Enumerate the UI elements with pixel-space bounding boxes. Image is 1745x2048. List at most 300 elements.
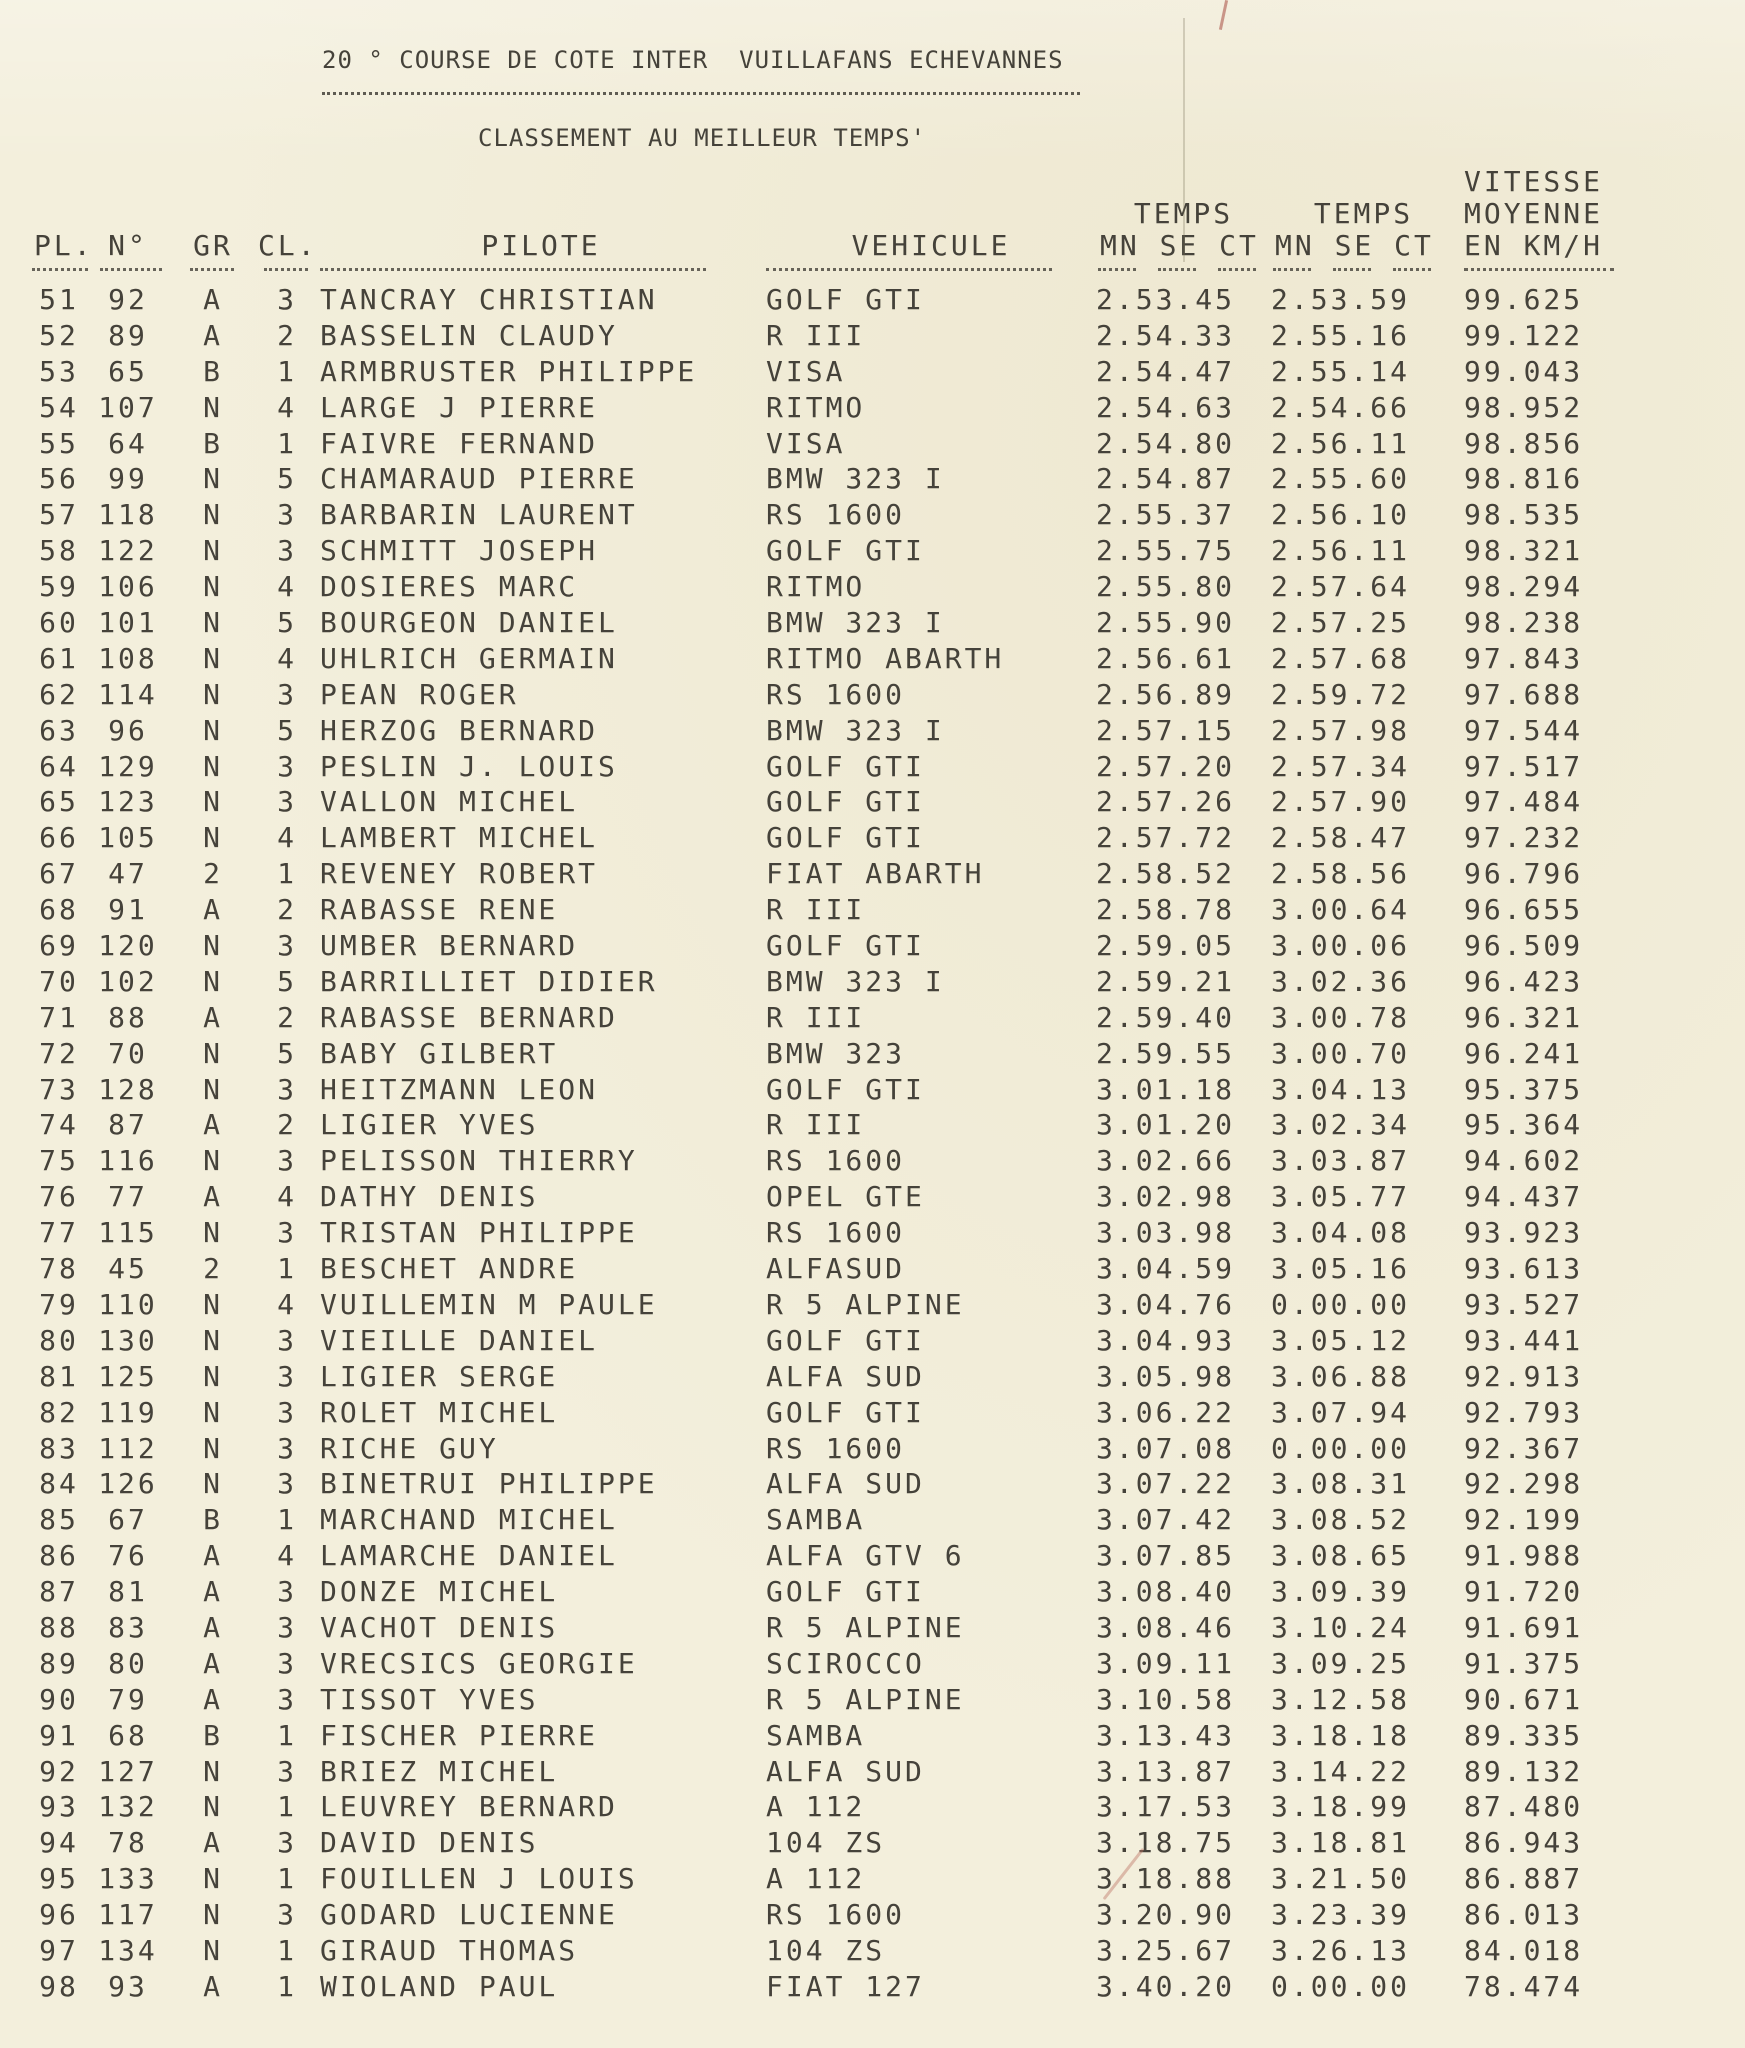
cell-pl: 72 — [39, 1036, 79, 1070]
cell-temps1: 3.09.11 — [1096, 1646, 1236, 1680]
cell-no: 123 — [98, 785, 158, 819]
header-vehicule — [766, 166, 1096, 262]
cell-pl: 87 — [39, 1575, 79, 1609]
cell-gr: A — [203, 1646, 223, 1680]
cell-cl: 3 — [277, 498, 297, 532]
cell-gr: N — [203, 1395, 223, 1429]
cell-temps2: 2.57.90 — [1271, 785, 1411, 819]
cell-vitesse: 99.043 — [1464, 354, 1584, 388]
header-gr — [168, 166, 258, 262]
cell-vehicule: RS 1600 — [766, 1216, 906, 1250]
cell-temps2: 3.14.22 — [1271, 1754, 1411, 1788]
cell-gr: N — [203, 1431, 223, 1465]
table-row — [30, 1754, 1696, 1790]
cell-pilote: FISCHER PIERRE — [320, 1718, 599, 1752]
cell-pilote: LIGIER SERGE — [320, 1359, 559, 1393]
table-row — [30, 1179, 1696, 1215]
cell-cl: 5 — [277, 1036, 297, 1070]
table-row — [30, 1000, 1696, 1036]
cell-pilote: VACHOT DENIS — [320, 1610, 559, 1644]
cell-cl: 1 — [277, 857, 297, 891]
cell-gr: A — [203, 318, 223, 352]
cell-vehicule: SAMBA — [766, 1503, 866, 1537]
cell-temps1: 3.02.98 — [1096, 1180, 1236, 1214]
cell-pl: 57 — [39, 498, 79, 532]
cell-temps1: 3.04.59 — [1096, 1252, 1236, 1286]
cell-pl: 71 — [39, 1000, 79, 1034]
cell-gr: 2 — [203, 1252, 223, 1286]
table-row — [30, 1574, 1696, 1610]
cell-no: 117 — [98, 1898, 158, 1932]
cell-cl: 1 — [277, 1718, 297, 1752]
cell-temps1: 2.57.26 — [1096, 785, 1236, 819]
cell-pl: 67 — [39, 857, 79, 891]
cell-no: 108 — [98, 641, 158, 675]
cell-pilote: VRECSICS GEORGIE — [320, 1646, 638, 1680]
cell-pilote: BARRILLIET DIDIER — [320, 964, 658, 998]
cell-cl: 3 — [277, 1359, 297, 1393]
cell-cl: 4 — [277, 390, 297, 424]
cell-temps2: 3.09.25 — [1271, 1646, 1411, 1680]
cell-pl: 75 — [39, 1144, 79, 1178]
cell-pl: 86 — [39, 1539, 79, 1573]
cell-cl: 4 — [277, 570, 297, 604]
cell-no: 102 — [98, 964, 158, 998]
cell-gr: N — [203, 641, 223, 675]
cell-pl: 66 — [39, 821, 79, 855]
cell-temps2: 3.08.65 — [1271, 1539, 1411, 1573]
table-header — [30, 166, 1696, 262]
cell-pl: 58 — [39, 534, 79, 568]
cell-temps2: 2.55.14 — [1271, 354, 1411, 388]
cell-gr: N — [203, 964, 223, 998]
cell-temps1: 2.53.45 — [1096, 283, 1236, 316]
cell-temps1: 3.40.20 — [1096, 1969, 1236, 2003]
cell-pilote: FOUILLEN J LOUIS — [320, 1862, 638, 1896]
header-temps1-sub: MN SE CT — [1100, 229, 1259, 262]
cell-pl: 85 — [39, 1503, 79, 1537]
cell-gr: N — [203, 462, 223, 496]
cell-vitesse: 97.484 — [1464, 785, 1584, 819]
cell-pilote: REVENEY ROBERT — [320, 857, 599, 891]
cell-vehicule: ALFA SUD — [766, 1754, 925, 1788]
table-row — [30, 1646, 1696, 1682]
cell-gr: N — [203, 1216, 223, 1250]
cell-temps2: 2.54.66 — [1271, 390, 1411, 424]
cell-gr: N — [203, 498, 223, 532]
cell-pl: 64 — [39, 749, 79, 783]
table-row — [30, 1359, 1696, 1395]
cell-no: 79 — [108, 1682, 148, 1716]
cell-vehicule: GOLF GTI — [766, 1575, 925, 1609]
cell-temps1: 3.20.90 — [1096, 1898, 1236, 1932]
cell-vehicule: RITMO — [766, 390, 866, 424]
cell-cl: 3 — [277, 1646, 297, 1680]
cell-pl: 76 — [39, 1180, 79, 1214]
cell-vitesse: 87.480 — [1464, 1790, 1584, 1824]
cell-no: 107 — [98, 390, 158, 424]
cell-pilote: UHLRICH GERMAIN — [320, 641, 618, 675]
table-row — [30, 749, 1696, 785]
page-title: 20 ° COURSE DE COTE INTER VUILLAFANS ECHEVANNES — [322, 46, 1064, 74]
cell-vitesse: 96.321 — [1464, 1000, 1584, 1034]
cell-no: 116 — [98, 1144, 158, 1178]
cell-gr: A — [203, 1180, 223, 1214]
cell-vehicule: BMW 323 — [766, 1036, 906, 1070]
cell-vitesse: 91.720 — [1464, 1575, 1584, 1609]
cell-pl: 60 — [39, 606, 79, 640]
cell-cl: 3 — [277, 1467, 297, 1501]
cell-gr: N — [203, 677, 223, 711]
cell-gr: A — [203, 1610, 223, 1644]
cell-pl: 61 — [39, 641, 79, 675]
cell-gr: N — [203, 606, 223, 640]
cell-gr: N — [203, 534, 223, 568]
cell-pl: 68 — [39, 893, 79, 927]
cell-temps2: 3.08.31 — [1271, 1467, 1411, 1501]
cell-vehicule: 104 ZS — [766, 1826, 886, 1860]
cell-vitesse: 92.913 — [1464, 1359, 1584, 1393]
cell-vitesse: 90.671 — [1464, 1682, 1584, 1716]
cell-gr: B — [203, 354, 223, 388]
cell-pilote: TISSOT YVES — [320, 1682, 539, 1716]
cell-no: 130 — [98, 1323, 158, 1357]
cell-temps2: 3.10.24 — [1271, 1610, 1411, 1644]
cell-temps1: 3.18.75 — [1096, 1826, 1236, 1860]
cell-temps1: 3.01.18 — [1096, 1072, 1236, 1106]
cell-pilote: TANCRAY CHRISTIAN — [320, 283, 658, 316]
cell-vitesse: 89.132 — [1464, 1754, 1584, 1788]
cell-vitesse: 94.437 — [1464, 1180, 1584, 1214]
cell-temps1: 2.57.72 — [1096, 821, 1236, 855]
table-row — [30, 426, 1696, 462]
cell-temps1: 3.18.88 — [1096, 1862, 1236, 1896]
table-row — [30, 784, 1696, 820]
cell-cl: 3 — [277, 1898, 297, 1932]
cell-pilote: ARMBRUSTER PHILIPPE — [320, 354, 698, 388]
cell-vitesse: 97.843 — [1464, 641, 1584, 675]
cell-gr: N — [203, 1287, 223, 1321]
table-row — [30, 1502, 1696, 1538]
header-no — [88, 166, 168, 262]
cell-pl: 81 — [39, 1359, 79, 1393]
cell-vehicule: A 112 — [766, 1862, 866, 1896]
cell-no: 128 — [98, 1072, 158, 1106]
cell-pl: 65 — [39, 785, 79, 819]
cell-cl: 1 — [277, 1933, 297, 1967]
cell-temps1: 2.54.47 — [1096, 354, 1236, 388]
cell-vitesse: 96.655 — [1464, 893, 1584, 927]
cell-vitesse: 98.535 — [1464, 498, 1584, 532]
cell-gr: N — [203, 785, 223, 819]
cell-temps2: 3.08.52 — [1271, 1503, 1411, 1537]
cell-cl: 3 — [277, 1216, 297, 1250]
table-row — [30, 390, 1696, 426]
cell-gr: N — [203, 1036, 223, 1070]
cell-temps2: 2.56.11 — [1271, 534, 1411, 568]
cell-temps1: 2.58.78 — [1096, 893, 1236, 927]
cell-gr: A — [203, 1000, 223, 1034]
cell-no: 89 — [108, 318, 148, 352]
cell-cl: 5 — [277, 462, 297, 496]
cell-gr: A — [203, 1575, 223, 1609]
cell-pl: 90 — [39, 1682, 79, 1716]
cell-gr: N — [203, 1933, 223, 1967]
cell-vitesse: 84.018 — [1464, 1933, 1584, 1967]
cell-temps1: 2.54.80 — [1096, 426, 1236, 460]
cell-no: 77 — [108, 1180, 148, 1214]
table-row — [30, 1431, 1696, 1467]
cell-cl: 3 — [277, 677, 297, 711]
cell-pl: 95 — [39, 1862, 79, 1896]
table-row — [30, 1610, 1696, 1646]
cell-vehicule: RS 1600 — [766, 1898, 906, 1932]
cell-vehicule: GOLF GTI — [766, 785, 925, 819]
header-pl — [30, 166, 94, 262]
cell-cl: 1 — [277, 1790, 297, 1824]
cell-vitesse: 96.423 — [1464, 964, 1584, 998]
cell-pl: 80 — [39, 1323, 79, 1357]
header-rule-row — [30, 264, 1696, 271]
cell-temps1: 3.17.53 — [1096, 1790, 1236, 1824]
cell-pl: 97 — [39, 1933, 79, 1967]
cell-temps1: 2.59.05 — [1096, 929, 1236, 963]
table-row — [30, 1107, 1696, 1143]
cell-vehicule: 104 ZS — [766, 1933, 886, 1967]
cell-gr: A — [203, 283, 223, 316]
cell-cl: 2 — [277, 893, 297, 927]
cell-vehicule: GOLF GTI — [766, 1323, 925, 1357]
cell-temps2: 2.57.25 — [1271, 606, 1411, 640]
cell-vitesse: 92.367 — [1464, 1431, 1584, 1465]
cell-cl: 3 — [277, 1682, 297, 1716]
cell-cl: 4 — [277, 1539, 297, 1573]
cell-pilote: LEUVREY BERNARD — [320, 1790, 618, 1824]
cell-pl: 62 — [39, 677, 79, 711]
cell-cl: 3 — [277, 534, 297, 568]
cell-no: 70 — [108, 1036, 148, 1070]
cell-temps2: 2.58.47 — [1271, 821, 1411, 855]
cell-temps1: 2.54.87 — [1096, 462, 1236, 496]
cell-no: 115 — [98, 1216, 158, 1250]
cell-no: 126 — [98, 1467, 158, 1501]
cell-temps2: 2.58.56 — [1271, 857, 1411, 891]
cell-pilote: TRISTAN PHILIPPE — [320, 1216, 638, 1250]
cell-pl: 56 — [39, 462, 79, 496]
cell-vehicule: RS 1600 — [766, 1431, 906, 1465]
cell-vitesse: 93.527 — [1464, 1287, 1584, 1321]
cell-temps1: 2.57.15 — [1096, 713, 1236, 747]
header-temps1-label: TEMPS — [1133, 197, 1234, 230]
cell-pilote: DONZE MICHEL — [320, 1575, 559, 1609]
table-row — [30, 1466, 1696, 1502]
cell-temps1: 3.07.22 — [1096, 1467, 1236, 1501]
cell-cl: 3 — [277, 1395, 297, 1429]
table-row — [30, 1251, 1696, 1287]
cell-gr: A — [203, 893, 223, 927]
cell-cl: 3 — [277, 1575, 297, 1609]
table-row — [30, 605, 1696, 641]
cell-pilote: HERZOG BERNARD — [320, 713, 599, 747]
header-pilote — [316, 166, 766, 262]
cell-vitesse: 98.321 — [1464, 534, 1584, 568]
cell-no: 119 — [98, 1395, 158, 1429]
cell-vehicule: R 5 ALPINE — [766, 1610, 965, 1644]
cell-temps1: 2.54.63 — [1096, 390, 1236, 424]
cell-vitesse: 96.796 — [1464, 857, 1584, 891]
cell-pilote: DATHY DENIS — [320, 1180, 539, 1214]
header-no-label: N° — [108, 229, 148, 262]
cell-no: 99 — [108, 462, 148, 496]
cell-gr: A — [203, 1539, 223, 1573]
header-cl-label: CL. — [258, 229, 318, 262]
cell-gr: N — [203, 1862, 223, 1896]
cell-cl: 3 — [277, 1323, 297, 1357]
cell-temps1: 3.01.20 — [1096, 1108, 1236, 1142]
cell-pl: 89 — [39, 1646, 79, 1680]
cell-vehicule: ALFA SUD — [766, 1359, 925, 1393]
header-pl-label: PL. — [34, 229, 94, 262]
cell-vitesse: 98.952 — [1464, 390, 1584, 424]
cell-vitesse: 86.887 — [1464, 1862, 1584, 1896]
cell-no: 134 — [98, 1933, 158, 1967]
cell-temps2: 3.18.81 — [1271, 1826, 1411, 1860]
table-row — [30, 497, 1696, 533]
cell-vitesse: 97.688 — [1464, 677, 1584, 711]
cell-cl: 3 — [277, 1431, 297, 1465]
cell-pl: 73 — [39, 1072, 79, 1106]
table-row — [30, 1323, 1696, 1359]
cell-temps2: 3.04.08 — [1271, 1216, 1411, 1250]
cell-temps2: 3.06.88 — [1271, 1359, 1411, 1393]
page-subtitle: CLASSEMENT AU MEILLEUR TEMPS' — [478, 124, 927, 152]
cell-pilote: BASSELIN CLAUDY — [320, 318, 618, 352]
cell-temps2: 3.04.13 — [1271, 1072, 1411, 1106]
cell-vitesse: 97.232 — [1464, 821, 1584, 855]
cell-temps2: 3.12.58 — [1271, 1682, 1411, 1716]
cell-temps1: 2.57.20 — [1096, 749, 1236, 783]
cell-pl: 74 — [39, 1108, 79, 1142]
cell-vitesse: 86.943 — [1464, 1826, 1584, 1860]
cell-vehicule: GOLF GTI — [766, 929, 925, 963]
header-gr-label: GR — [193, 229, 233, 262]
cell-temps1: 3.06.22 — [1096, 1395, 1236, 1429]
cell-pilote: PEAN ROGER — [320, 677, 519, 711]
cell-gr: N — [203, 1359, 223, 1393]
cell-vehicule: GOLF GTI — [766, 1395, 925, 1429]
cell-temps1: 2.55.75 — [1096, 534, 1236, 568]
cell-vitesse: 97.517 — [1464, 749, 1584, 783]
cell-pilote: SCHMITT JOSEPH — [320, 534, 599, 568]
cell-pilote: HEITZMANN LEON — [320, 1072, 599, 1106]
header-vehicule-label: VEHICULE — [851, 229, 1011, 262]
table-row — [30, 282, 1696, 318]
header-vitesse-line3: EN KM/H — [1464, 229, 1604, 262]
cell-pilote: CHAMARAUD PIERRE — [320, 462, 638, 496]
cell-cl: 4 — [277, 1287, 297, 1321]
cell-pl: 96 — [39, 1898, 79, 1932]
cell-temps1: 2.58.52 — [1096, 857, 1236, 891]
cell-no: 96 — [108, 713, 148, 747]
cell-pl: 52 — [39, 318, 79, 352]
cell-temps1: 3.07.85 — [1096, 1539, 1236, 1573]
cell-pl: 59 — [39, 570, 79, 604]
cell-pilote: VIEILLE DANIEL — [320, 1323, 599, 1357]
cell-cl: 1 — [277, 1969, 297, 2003]
cell-no: 83 — [108, 1610, 148, 1644]
cell-pilote: BABY GILBERT — [320, 1036, 559, 1070]
cell-no: 125 — [98, 1359, 158, 1393]
cell-no: 118 — [98, 498, 158, 532]
cell-cl: 3 — [277, 1144, 297, 1178]
cell-gr: N — [203, 1754, 223, 1788]
cell-pilote: LARGE J PIERRE — [320, 390, 599, 424]
cell-no: 45 — [108, 1252, 148, 1286]
cell-vitesse: 99.122 — [1464, 318, 1584, 352]
cell-vitesse: 99.625 — [1464, 283, 1584, 316]
cell-pl: 83 — [39, 1431, 79, 1465]
table-row — [30, 1287, 1696, 1323]
cell-vehicule: FIAT ABARTH — [766, 857, 985, 891]
cell-vitesse: 98.294 — [1464, 570, 1584, 604]
table-row — [30, 928, 1696, 964]
cell-no: 81 — [108, 1575, 148, 1609]
cell-gr: N — [203, 749, 223, 783]
cell-vitesse: 98.856 — [1464, 426, 1584, 460]
table-row — [30, 1215, 1696, 1251]
cell-vehicule: SAMBA — [766, 1718, 866, 1752]
cell-temps1: 2.54.33 — [1096, 318, 1236, 352]
header-cl — [258, 166, 316, 262]
table-row — [30, 569, 1696, 605]
cell-temps1: 2.56.89 — [1096, 677, 1236, 711]
cell-no: 64 — [108, 426, 148, 460]
cell-gr: A — [203, 1108, 223, 1142]
cell-temps2: 3.23.39 — [1271, 1898, 1411, 1932]
cell-cl: 5 — [277, 606, 297, 640]
cell-pl: 98 — [39, 1969, 79, 2003]
cell-gr: N — [203, 390, 223, 424]
header-temps-2 — [1271, 166, 1456, 262]
cell-vehicule: RS 1600 — [766, 1144, 906, 1178]
cell-cl: 3 — [277, 1072, 297, 1106]
cell-pilote: PESLIN J. LOUIS — [320, 749, 618, 783]
cell-temps2: 2.57.98 — [1271, 713, 1411, 747]
cell-gr: N — [203, 713, 223, 747]
cell-vitesse: 96.509 — [1464, 929, 1584, 963]
cell-temps2: 3.00.06 — [1271, 929, 1411, 963]
cell-gr: N — [203, 1144, 223, 1178]
cell-no: 105 — [98, 821, 158, 855]
cell-cl: 3 — [277, 283, 297, 316]
table-row — [30, 1789, 1696, 1825]
header-vitesse-line1: VITESSE — [1464, 165, 1604, 198]
cell-temps2: 0.00.00 — [1271, 1431, 1411, 1465]
cell-vitesse: 92.298 — [1464, 1467, 1584, 1501]
table-row — [30, 1718, 1696, 1754]
cell-gr: N — [203, 570, 223, 604]
cell-cl: 4 — [277, 821, 297, 855]
cell-no: 120 — [98, 929, 158, 963]
cell-vitesse: 98.238 — [1464, 606, 1584, 640]
cell-temps2: 0.00.00 — [1271, 1287, 1411, 1321]
cell-pilote: FAIVRE FERNAND — [320, 426, 599, 460]
cell-pilote: RABASSE RENE — [320, 893, 559, 927]
cell-vehicule: VISA — [766, 354, 846, 388]
cell-no: 93 — [108, 1969, 148, 2003]
cell-vitesse: 94.602 — [1464, 1144, 1584, 1178]
cell-pilote: ROLET MICHEL — [320, 1395, 559, 1429]
